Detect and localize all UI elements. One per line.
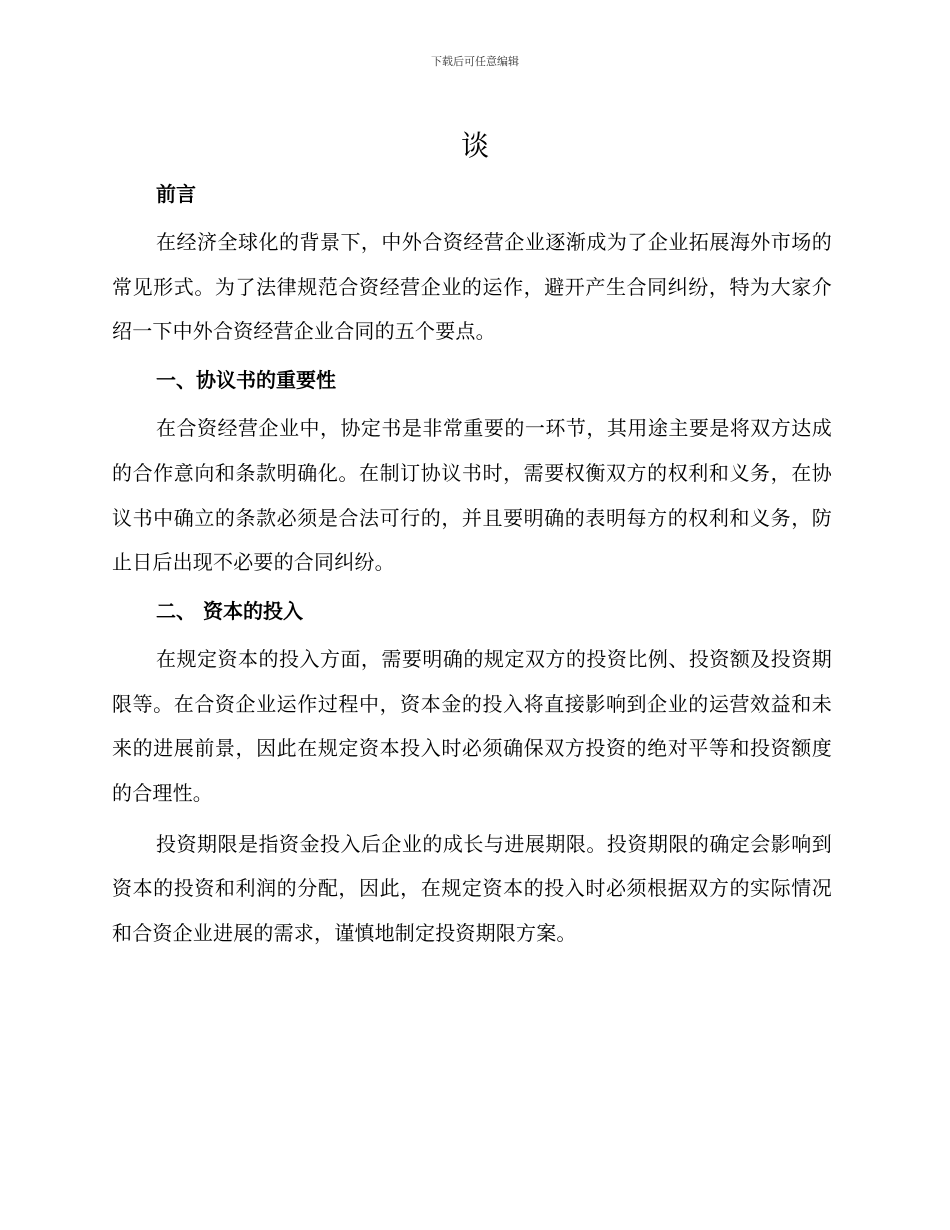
paragraph: 在合资经营企业中，协定书是非常重要的一环节，其用途主要是将双方达成的合作意向和条款明确化。在制订协议书时，需要权衡双方的权利和义务，在协议书中确立的条款必须是合法可行的，并且要明确的表明每方的权利和义务，防止日后出现不必要的合同纠纷。	[112, 416, 832, 575]
paragraph: 在经济全球化的背景下，中外合资经营企业逐渐成为了企业拓展海外市场的常见形式。为了法律规范合资经营企业的运作，避开产生合同纠纷，特为大家介绍一下中外合资经营企业合同的五个要点。	[112, 230, 832, 344]
paragraph: 在规定资本的投入方面，需要明确的规定双方的投资比例、投资额及投资期限等。在合资企业运作过程中，资本金的投入将直接影响到企业的运营效益和未来的进展前景，因此在规定资本投入时必须确保双方投资的绝对平等和投资额度的合理性。	[112, 646, 832, 806]
document-title: 谈	[460, 129, 489, 162]
page-header: 下载后可任意编辑	[431, 55, 519, 68]
section-heading-preface: 前言	[156, 182, 196, 206]
section-heading-agreement: 一、协议书的重要性	[156, 368, 336, 393]
section-heading-capital: 二、 资本的投入	[156, 598, 303, 623]
document-body	[112, 174, 832, 962]
paragraph: 投资期限是指资金投入后企业的成长与进展期限。投资期限的确定会影响到资本的投资和利润的分配，因此，在规定资本的投入时必须根据双方的实际情况和合资企业进展的需求，谨慎地制定投资期限方案。	[112, 831, 832, 946]
